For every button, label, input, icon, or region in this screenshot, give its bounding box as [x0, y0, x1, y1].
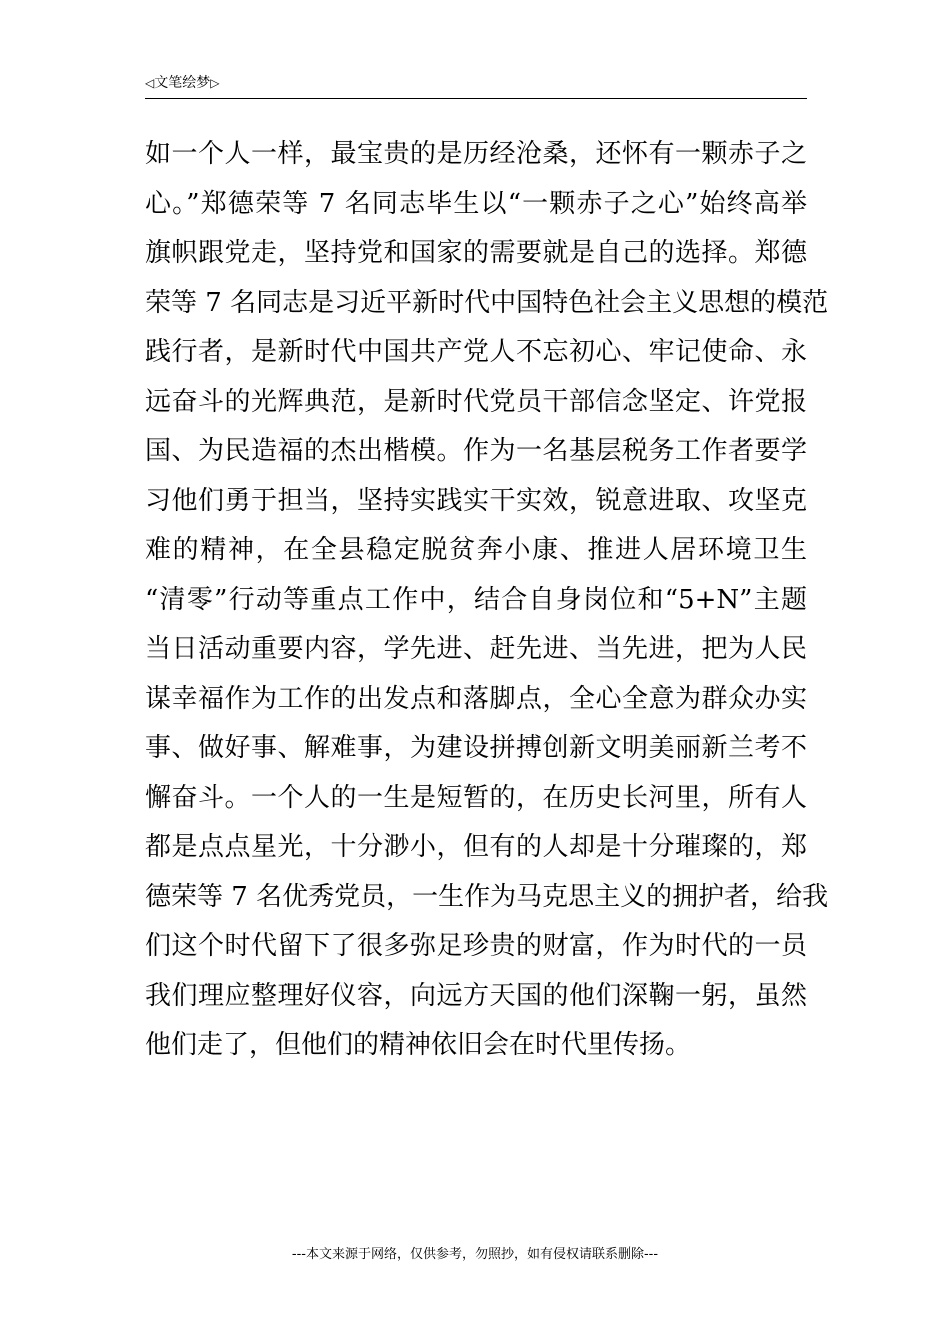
header-title: 文笔绘梦: [154, 75, 211, 91]
body-line: 如一个人一样，最宝贵的是历经沧桑，还怀有一颗赤子之: [145, 139, 807, 169]
body-line: 都是点点星光，十分渺小，但有的人却是十分璀璨的，郑: [145, 832, 807, 862]
body-line: 远奋斗的光辉典范，是新时代党员干部信念坚定、许党报: [145, 386, 807, 417]
left-triangle-icon: ◁: [145, 76, 155, 90]
body-line: 事、做好事、解难事，为建设拼搏创新文明美丽新兰考不: [145, 733, 807, 763]
body-line: 国、为民造福的杰出楷模。作为一名基层税务工作者要学: [145, 436, 807, 466]
body-line: 习他们勇于担当，坚持实践实干实效，锐意进取、攻坚克: [145, 485, 807, 516]
body-line: 难的精神，在全县稳定脱贫奔小康、推进人居环境卫生: [145, 535, 807, 565]
body-text: [145, 130, 829, 1071]
body-line: 懈奋斗。一个人的一生是短暂的，在历史长河里，所有人: [145, 782, 807, 813]
body-line: 荣等 7 名同志是习近平新时代中国特色社会主义思想的模范: [145, 287, 829, 318]
body-line: “清零”行动等重点工作中，结合自身岗位和“5+N”主题: [145, 584, 807, 615]
body-line: 当日活动重要内容，学先进、赶先进、当先进，把为人民: [145, 634, 807, 664]
body-line: 谋幸福作为工作的出发点和落脚点，全心全意为群众办实: [145, 683, 807, 714]
page-header: [145, 70, 807, 99]
body-line: 我们理应整理好仪容，向远方天国的他们深鞠一躬，虽然: [145, 980, 807, 1011]
body-line-last: 他们走了，但他们的精神依旧会在时代里传扬。: [145, 1030, 692, 1060]
body-line: 们这个时代留下了很多弥足珍贵的财富，作为时代的一员: [145, 931, 807, 961]
body-line: 心。”郑德荣等 7 名同志毕生以“一颗赤子之心”始终高举: [145, 188, 807, 219]
header-title-group: [145, 74, 219, 92]
page-footer: ---本文来源于网络，仅供参考，勿照抄，如有侵权请联系删除---: [291, 1247, 659, 1262]
body-line: 旗帜跟党走，坚持党和国家的需要就是自己的选择。郑德: [145, 238, 807, 268]
body-line: 德荣等 7 名优秀党员，一生作为马克思主义的拥护者，给我: [145, 881, 829, 912]
body-line: 践行者，是新时代中国共产党人不忘初心、牢记使命、永: [145, 337, 807, 367]
right-triangle-icon: ▷: [210, 76, 220, 90]
